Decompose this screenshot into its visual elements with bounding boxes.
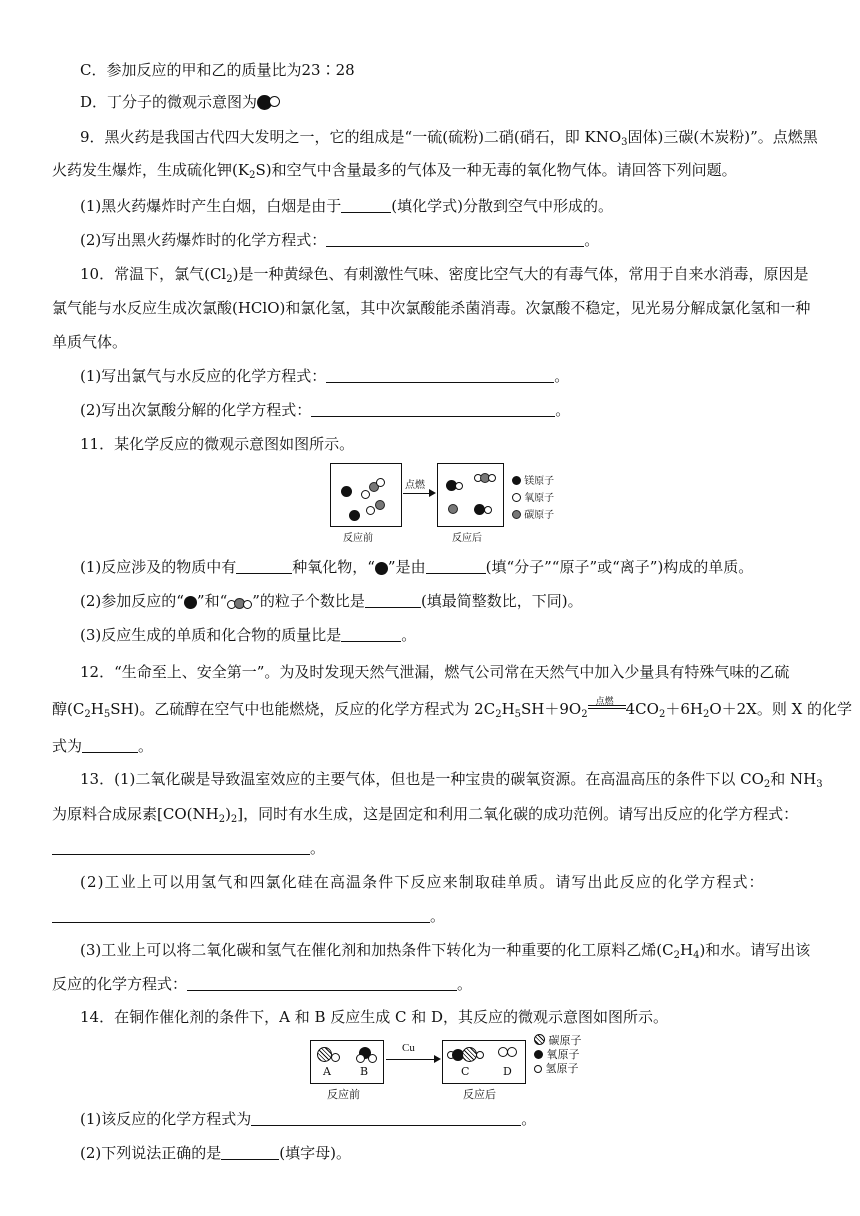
reaction-arrow	[386, 1059, 436, 1060]
label-d: D	[503, 1065, 512, 1078]
q10-part2: (2)写出次氯酸分解的化学方程式： 。	[80, 401, 571, 419]
q10-stem-line1: 10．常温下，氯气$(Cl_2)$是一种黄绿色、有刺激性气味、密度比空气大的有毒气体，常用于自来水消毒，原因是	[80, 265, 809, 285]
q14-stem: 14．在铜作催化剂的条件下，A 和 B 反应生成 C 和 D，其反应的微观示意图如图所示。	[80, 1008, 669, 1026]
q12-stem-line3: 式为 。	[52, 737, 154, 755]
before-label: 反应前	[343, 533, 373, 544]
mg-atom-icon	[184, 596, 197, 609]
q9-part1: (1)黑火药爆炸时产生白烟，白烟是由于 (填化学式)分散到空气中形成的。	[80, 197, 613, 215]
q13-part1-line2: 为原料合成尿素$[CO(NH_2)_2]$，同时有水生成，这是固定和利用二氧化碳的成功范例。请写出反应的化学方程式：	[52, 805, 799, 825]
q12-stem-line1: 12．“生命至上、安全第一”。为及时发现天然气泄漏，燃气公司常在天然气中加入少量具有特殊气味的乙硫	[80, 663, 790, 681]
molecule-icon	[257, 93, 280, 111]
legend-item-o: 氧原子	[534, 1048, 582, 1062]
catalyst-label: Cu	[402, 1042, 415, 1054]
q13-part2-answer: 。	[52, 904, 820, 928]
arrow-label: 点燃	[405, 480, 425, 491]
answer-blank[interactable]	[236, 558, 292, 574]
after-label: 反应后	[463, 1088, 496, 1101]
label-a: A	[323, 1065, 331, 1078]
answer-blank[interactable]	[341, 626, 401, 642]
q9-part2: (2)写出黑火药爆炸时的化学方程式： 。	[80, 231, 600, 249]
answer-blank[interactable]	[82, 737, 138, 753]
q9-stem-line1: 9．黑火药是我国古代四大发明之一，它的组成是“一硫(硫粉)二硝(硝石，即 $KNO_3$固体)三碳(木炭粉)”。点燃黑	[80, 128, 818, 148]
answer-blank[interactable]	[326, 231, 584, 247]
answer-blank[interactable]	[52, 839, 310, 855]
q13-part3-line1: (3)工业上可以将二氧化碳和氢气在催化剂和加热条件下转化为一种重要的化工原料乙烯$(C_2H_4)$和水。请写出该	[80, 941, 811, 961]
q14-part1: (1)该反应的化学方程式为 。	[80, 1110, 537, 1128]
arrow-head-icon	[429, 489, 436, 497]
answer-blank[interactable]	[341, 197, 391, 213]
answer-blank[interactable]	[251, 1110, 521, 1126]
q8-option-d: D．丁分子的微观示意图为	[80, 90, 820, 114]
q13-part1-answer: 。	[52, 836, 820, 860]
q9-stem-line2: 火药发生爆炸，生成硫化钾$(K_2S)$和空气中含量最多的气体及一种无毒的氧化物气体。请回答下列问题。	[52, 161, 737, 181]
q11-part1: (1)反应涉及的物质中有 种氧化物，“ ”是由 (填“分子”“原子”或“离子”)构成的单质。	[80, 558, 754, 576]
answer-blank[interactable]	[426, 558, 486, 574]
answer-blank[interactable]	[365, 592, 421, 608]
after-box	[442, 1040, 526, 1084]
before-box	[310, 1040, 384, 1084]
after-label: 反应后	[452, 533, 482, 544]
legend	[512, 473, 554, 524]
label-c: C	[461, 1065, 470, 1078]
q11-reaction-diagram	[330, 463, 610, 543]
answer-blank[interactable]	[311, 401, 555, 417]
answer-blank[interactable]	[221, 1144, 279, 1160]
q10-stem-line3: 单质气体。	[52, 333, 128, 351]
answer-blank[interactable]	[187, 975, 457, 991]
before-box	[330, 463, 402, 527]
legend-item-c: 碳原子	[534, 1034, 582, 1048]
q10-stem-line2: 氯气能与水反应生成次氯酸(HClO)和氯化氢，其中次氯酸能杀菌消毒。次氯酸不稳定，见光易分解成氯化氢和一种	[52, 299, 811, 317]
answer-blank[interactable]	[52, 907, 430, 923]
q8-option-c: C．参加反应的甲和乙的质量比为23∶28	[80, 61, 355, 79]
legend-item-o: 氧原子	[512, 490, 554, 507]
legend-item-c: 碳原子	[512, 507, 554, 524]
reaction-condition: 点燃	[588, 702, 626, 714]
q11-stem: 11．某化学反应的微观示意图如图所示。	[80, 435, 355, 453]
before-label: 反应前	[327, 1088, 360, 1101]
q10-part1: (1)写出氯气与水反应的化学方程式： 。	[80, 367, 570, 385]
q14-reaction-diagram	[310, 1036, 600, 1102]
q12-stem-line2: 醇$(C_2H_5SH)$。乙硫醇在空气中也能燃烧，反应的化学方程式为 $2C_2H_5SH+9O_2$ 点燃 $4CO_2+6H_2O+2X$。则 X 的化学	[52, 697, 853, 720]
q13-part2-line1: (2)工业上可以用氢气和四氯化硅在高温条件下反应来制取硅单质。请写出此反应的化学方程式：	[80, 873, 765, 891]
q11-part2: (2)参加反应的“ ”和“ ”的粒子个数比是 (填最简整数比，下同)。	[80, 592, 583, 610]
arrow-head-icon	[434, 1055, 441, 1063]
legend-item-mg: 镁原子	[512, 473, 554, 490]
label-b: B	[360, 1065, 369, 1078]
q13-part3-line2: 反应的化学方程式： 。	[52, 975, 473, 993]
answer-blank[interactable]	[326, 367, 554, 383]
q14-part2: (2)下列说法正确的是 (填字母)。	[80, 1144, 351, 1162]
co2-molecule-icon	[227, 592, 252, 610]
legend	[534, 1034, 582, 1076]
mg-atom-icon	[375, 562, 388, 575]
q11-part3: (3)反应生成的单质和化合物的质量比是 。	[80, 626, 417, 644]
legend-item-h: 氢原子	[534, 1062, 582, 1076]
q13-part1-line1: 13．(1)二氧化碳是导致温室效应的主要气体，但也是一种宝贵的碳氧资源。在高温高压的条件下以 $CO_2$和 $NH_3$	[80, 770, 823, 790]
after-box	[437, 463, 504, 527]
